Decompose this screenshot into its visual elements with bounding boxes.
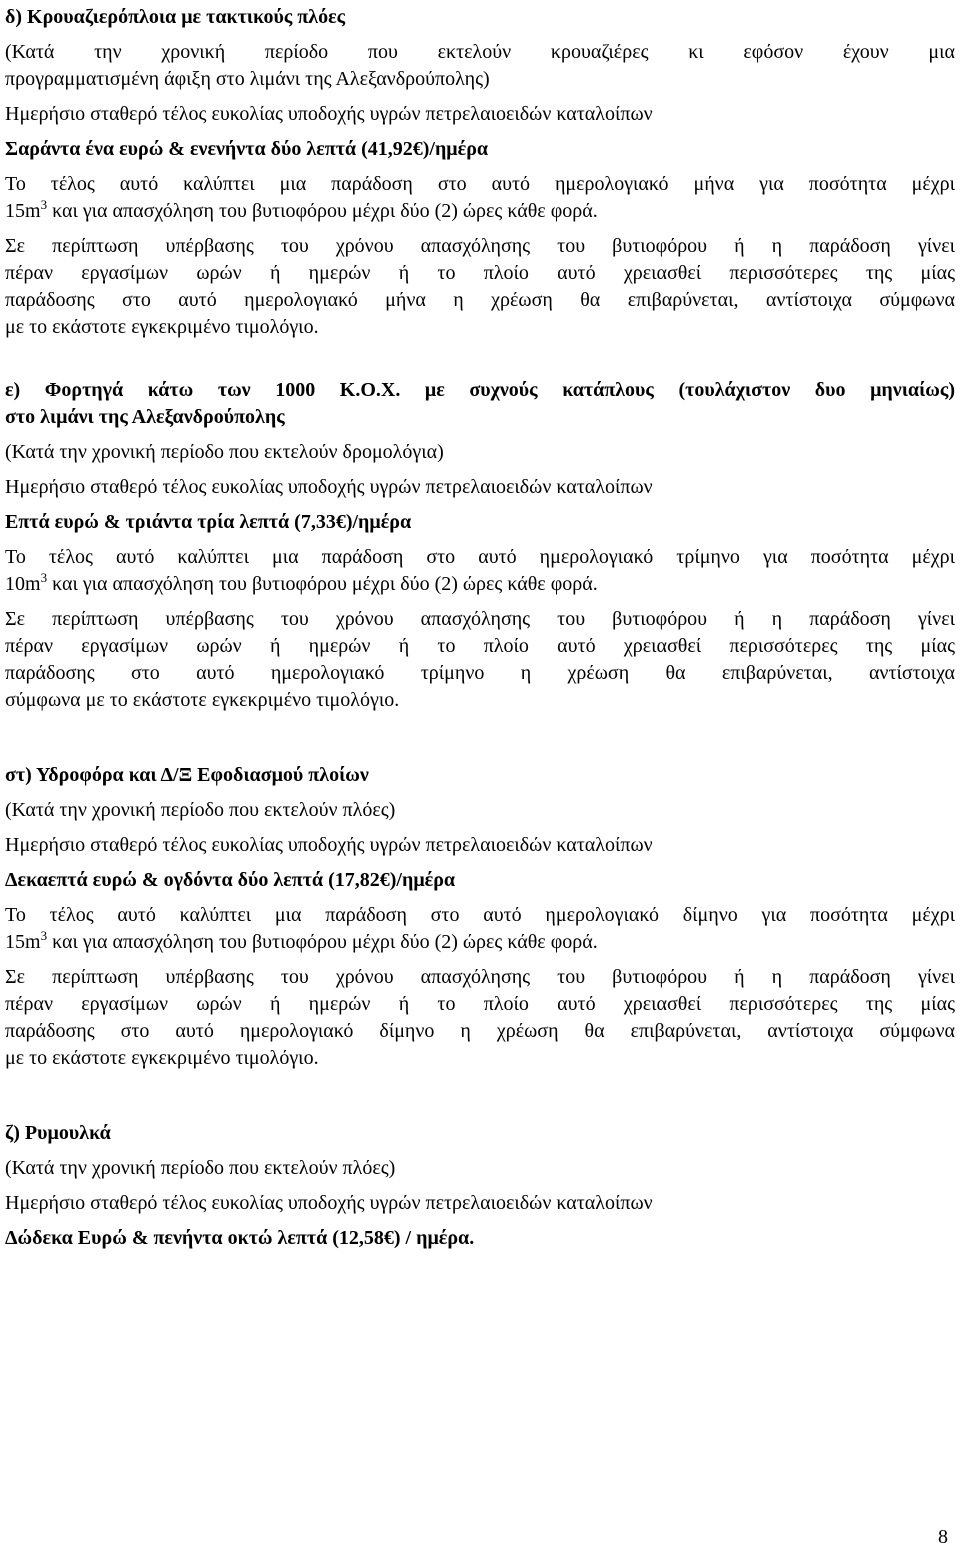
coverage-text [5,571,955,598]
section-heading: δ) Κρουαζιερόπλοια με τακτικούς πλόες [5,6,346,28]
excess-text: πέραν εργασίμων ωρών ή ημερών ή το πλοίο αυτό χρειασθεί περισσότερες της μίας [5,262,955,284]
period-text: προγραμματισμένη άφιξη στο λιμάνι της Αλεξανδρούπολης) [5,68,490,90]
fee-amount: Δεκαεπτά ευρώ & ογδόντα δύο λεπτά (17,82€)/ημέρα [5,869,456,891]
excess-text: Σε περίπτωση υπέρβασης του χρόνου απασχόλησης του βυτιοφόρου ή η παράδοση γίνει [5,966,955,988]
excess-text: Σε περίπτωση υπέρβασης του χρόνου απασχόλησης του βυτιοφόρου ή η παράδοση γίνει [5,608,955,630]
section-heading: στο λιμάνι της Αλεξανδρούπολης [5,406,285,428]
excess-text: σύμφωνα με το εκάστοτε εγκεκριμένο τιμολόγιο. [5,689,400,711]
excess-text: παράδοσης στο αυτό ημερολογιακό δίμηνο η χρέωση θα επιβαρύνεται, αντίστοιχα σύμφωνα [5,1020,955,1042]
coverage-text [5,929,955,956]
section-cargo-ships [5,377,955,714]
section-heading: στ) Υδροφόρα και Δ/Ξ Εφοδιασμού πλοίων [5,764,369,786]
section-heading: ε) Φορτηγά κάτω των 1000 Κ.Ο.Χ. με συχνούς κατάπλους (τουλάχιστον δυο μηνιαίως) [5,379,955,401]
fee-label: Ημερήσιο σταθερό τέλος ευκολίας υποδοχής υγρών πετρελαιοειδών καταλοίπων [5,1192,653,1214]
coverage-text: Το τέλος αυτό καλύπτει μια παράδοση στο αυτό ημερολογιακό δίμηνο για ποσότητα μέχρι [5,904,955,926]
document-page [5,4,955,1252]
period-text: (Κατά την χρονική περίοδο που εκτελούν πλόες) [5,1157,396,1179]
excess-text: παράδοσης στο αυτό ημερολογιακό μήνα η χρέωση θα επιβαρύνεται, αντίστοιχα σύμφωνα [5,289,955,311]
excess-text: παράδοσης στο αυτό ημερολογιακό τρίμηνο η χρέωση θα επιβαρύνεται, αντίστοιχα [5,662,955,684]
page-number: 8 [938,1526,948,1548]
quantity-exponent: 3 [40,928,48,943]
period-text: (Κατά την χρονική περίοδο που εκτελούν πλόες) [5,799,396,821]
coverage-text-rest: και για απασχόληση του βυτιοφόρου μέχρι δύο (2) ώρες κάθε φορά. [47,200,598,222]
fee-label: Ημερήσιο σταθερό τέλος ευκολίας υποδοχής υγρών πετρελαιοειδών καταλοίπων [5,834,653,856]
quantity: 10m [5,573,41,595]
period-text: (Κατά την χρονική περίοδο που εκτελούν δρομολόγια) [5,441,444,463]
fee-label: Ημερήσιο σταθερό τέλος ευκολίας υποδοχής υγρών πετρελαιοειδών καταλοίπων [5,476,653,498]
fee-amount: Σαράντα ένα ευρώ & ενενήντα δύο λεπτά (41,92€)/ημέρα [5,138,489,160]
excess-text: με το εκάστοτε εγκεκριμένο τιμολόγιο. [5,316,319,338]
section-cruise-ships [5,4,955,341]
coverage-text: Το τέλος αυτό καλύπτει μια παράδοση στο αυτό ημερολογιακό τρίμηνο για ποσότητα μέχρι [5,546,955,568]
section-heading: ζ) Ρυμουλκά [5,1122,111,1144]
quantity: 15m [5,931,41,953]
section-water-supply-vessels [5,762,955,1072]
coverage-text-rest: και για απασχόληση του βυτιοφόρου μέχρι δύο (2) ώρες κάθε φορά. [47,931,598,953]
period-text: (Κατά την χρονική περίοδο που εκτελούν κρουαζιέρες κι εφόσον έχουν μια [5,41,955,63]
fee-amount: Δώδεκα Ευρώ & πενήντα οκτώ λεπτά (12,58€) / ημέρα. [5,1227,475,1249]
quantity-exponent: 3 [40,570,48,585]
excess-text: με το εκάστοτε εγκεκριμένο τιμολόγιο. [5,1047,319,1069]
quantity-exponent: 3 [40,197,48,212]
coverage-text-rest: και για απασχόληση του βυτιοφόρου μέχρι δύο (2) ώρες κάθε φορά. [47,573,598,595]
excess-text: πέραν εργασίμων ωρών ή ημερών ή το πλοίο αυτό χρειασθεί περισσότερες της μίας [5,635,955,657]
fee-amount: Επτά ευρώ & τριάντα τρία λεπτά (7,33€)/ημέρα [5,511,412,533]
coverage-text [5,198,955,225]
section-tugboats [5,1120,955,1252]
excess-text: Σε περίπτωση υπέρβασης του χρόνου απασχόλησης του βυτιοφόρου ή η παράδοση γίνει [5,235,955,257]
coverage-text: Το τέλος αυτό καλύπτει μια παράδοση στο αυτό ημερολογιακό μήνα για ποσότητα μέχρι [5,173,955,195]
fee-label: Ημερήσιο σταθερό τέλος ευκολίας υποδοχής υγρών πετρελαιοειδών καταλοίπων [5,103,653,125]
quantity: 15m [5,200,41,222]
excess-text: πέραν εργασίμων ωρών ή ημερών ή το πλοίο αυτό χρειασθεί περισσότερες της μίας [5,993,955,1015]
